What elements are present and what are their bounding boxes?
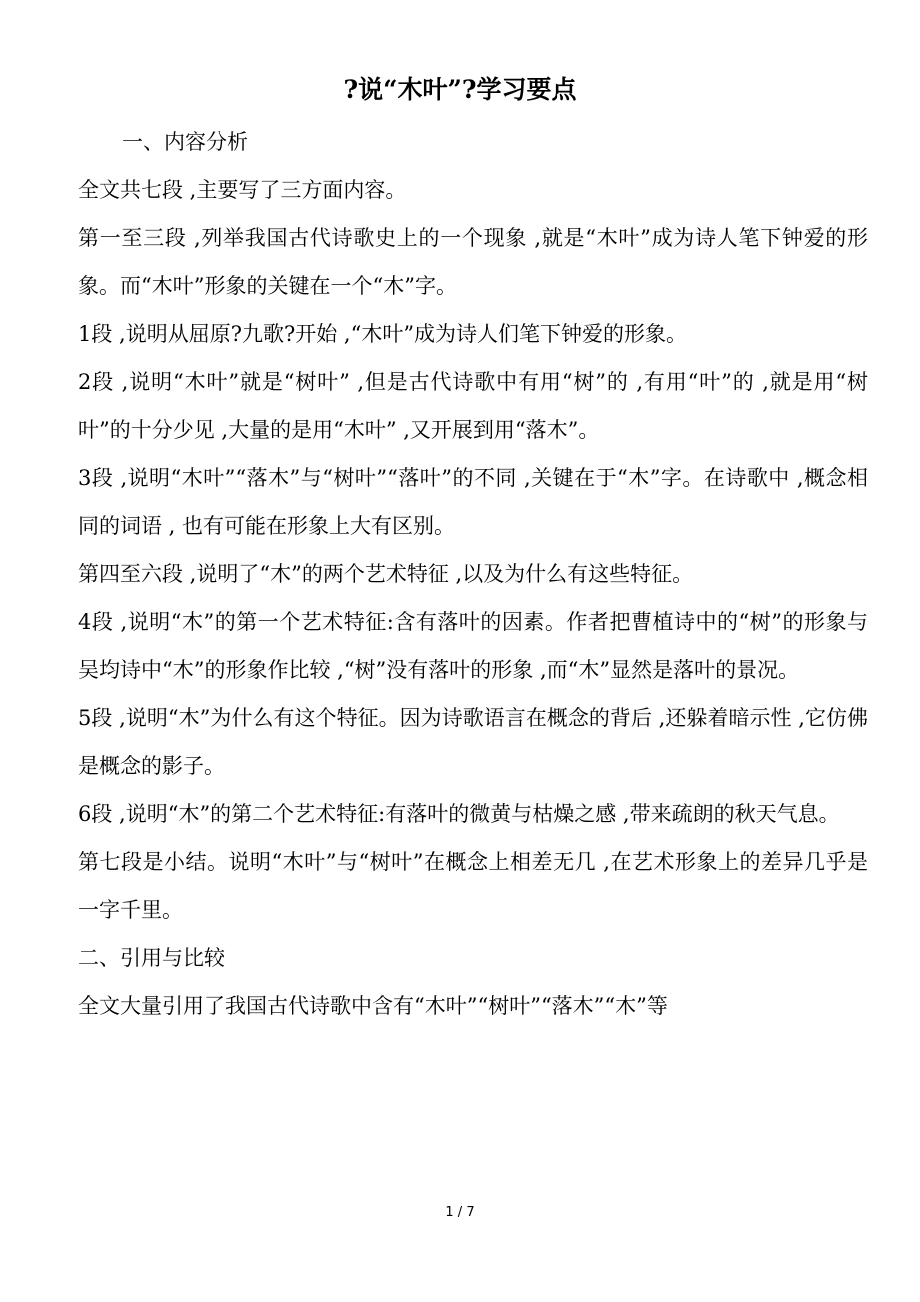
paragraph-section-6: 6段 ,说明“木”的第二个艺术特征:有落叶的微黄与枯燥之感 ,带来疏朗的秋天气息。 bbox=[78, 802, 840, 826]
section-heading-content-analysis: 一、内容分析 bbox=[122, 130, 248, 154]
paragraph-part-one: 第一至三段 ,列举我国古代诗歌史上的一个现象 ,就是“木叶”成为诗人笔下钟爱的形象。而“木叶”形象的关键在一个“木”字。 bbox=[78, 226, 868, 298]
paragraph-section-5: 5段 ,说明“木”为什么有这个特征。因为诗歌语言在概念的背后 ,还躲着暗示性 ,它仿佛是概念的影子。 bbox=[78, 706, 868, 778]
section-heading-quotation-comparison: 二、引用与比较 bbox=[78, 946, 225, 970]
paragraph-quotation: 全文大量引用了我国古代诗歌中含有“木叶”“树叶”“落木”“木”等 bbox=[78, 994, 668, 1018]
paragraph-part-three: 第七段是小结。说明“木叶”与“树叶”在概念上相差无几 ,在艺术形象上的差异几乎是一字千里。 bbox=[78, 850, 868, 922]
paragraph-section-1: 1段 ,说明从屈原?九歌?开始 ,“木叶”成为诗人们笔下钟爱的形象。 bbox=[78, 322, 688, 346]
paragraph-section-3: 3段 ,说明“木叶”“落木”与“树叶”“落叶”的不同 ,关键在于“木”字。在诗歌中 ,概念相同的词语 , 也有可能在形象上大有区别。 bbox=[78, 466, 868, 538]
document-body bbox=[68, 118, 868, 1030]
paragraph-part-two: 第四至六段 ,说明了“木”的两个艺术特征 ,以及为什么有这些特征。 bbox=[78, 562, 694, 586]
page-number: 1 / 7 bbox=[445, 1205, 475, 1220]
paragraph-section-4: 4段 ,说明“木”的第一个艺术特征:含有落叶的因素。作者把曹植诗中的“树”的形象与吴均诗中“木”的形象作比较 ,“树”没有落叶的形象 ,而“木”显然是落叶的景况。 bbox=[78, 610, 868, 682]
paragraph-overview: 全文共七段 ,主要写了三方面内容。 bbox=[78, 178, 407, 202]
document-title: ?说“木叶”?学习要点 bbox=[343, 75, 577, 104]
paragraph-section-2: 2段 ,说明“木叶”就是“树叶” ,但是古代诗歌中有用“树”的 ,有用“叶”的 ,就是用“树叶”的十分少见 ,大量的是用“木叶” ,又开展到用“落木”。 bbox=[78, 370, 868, 442]
